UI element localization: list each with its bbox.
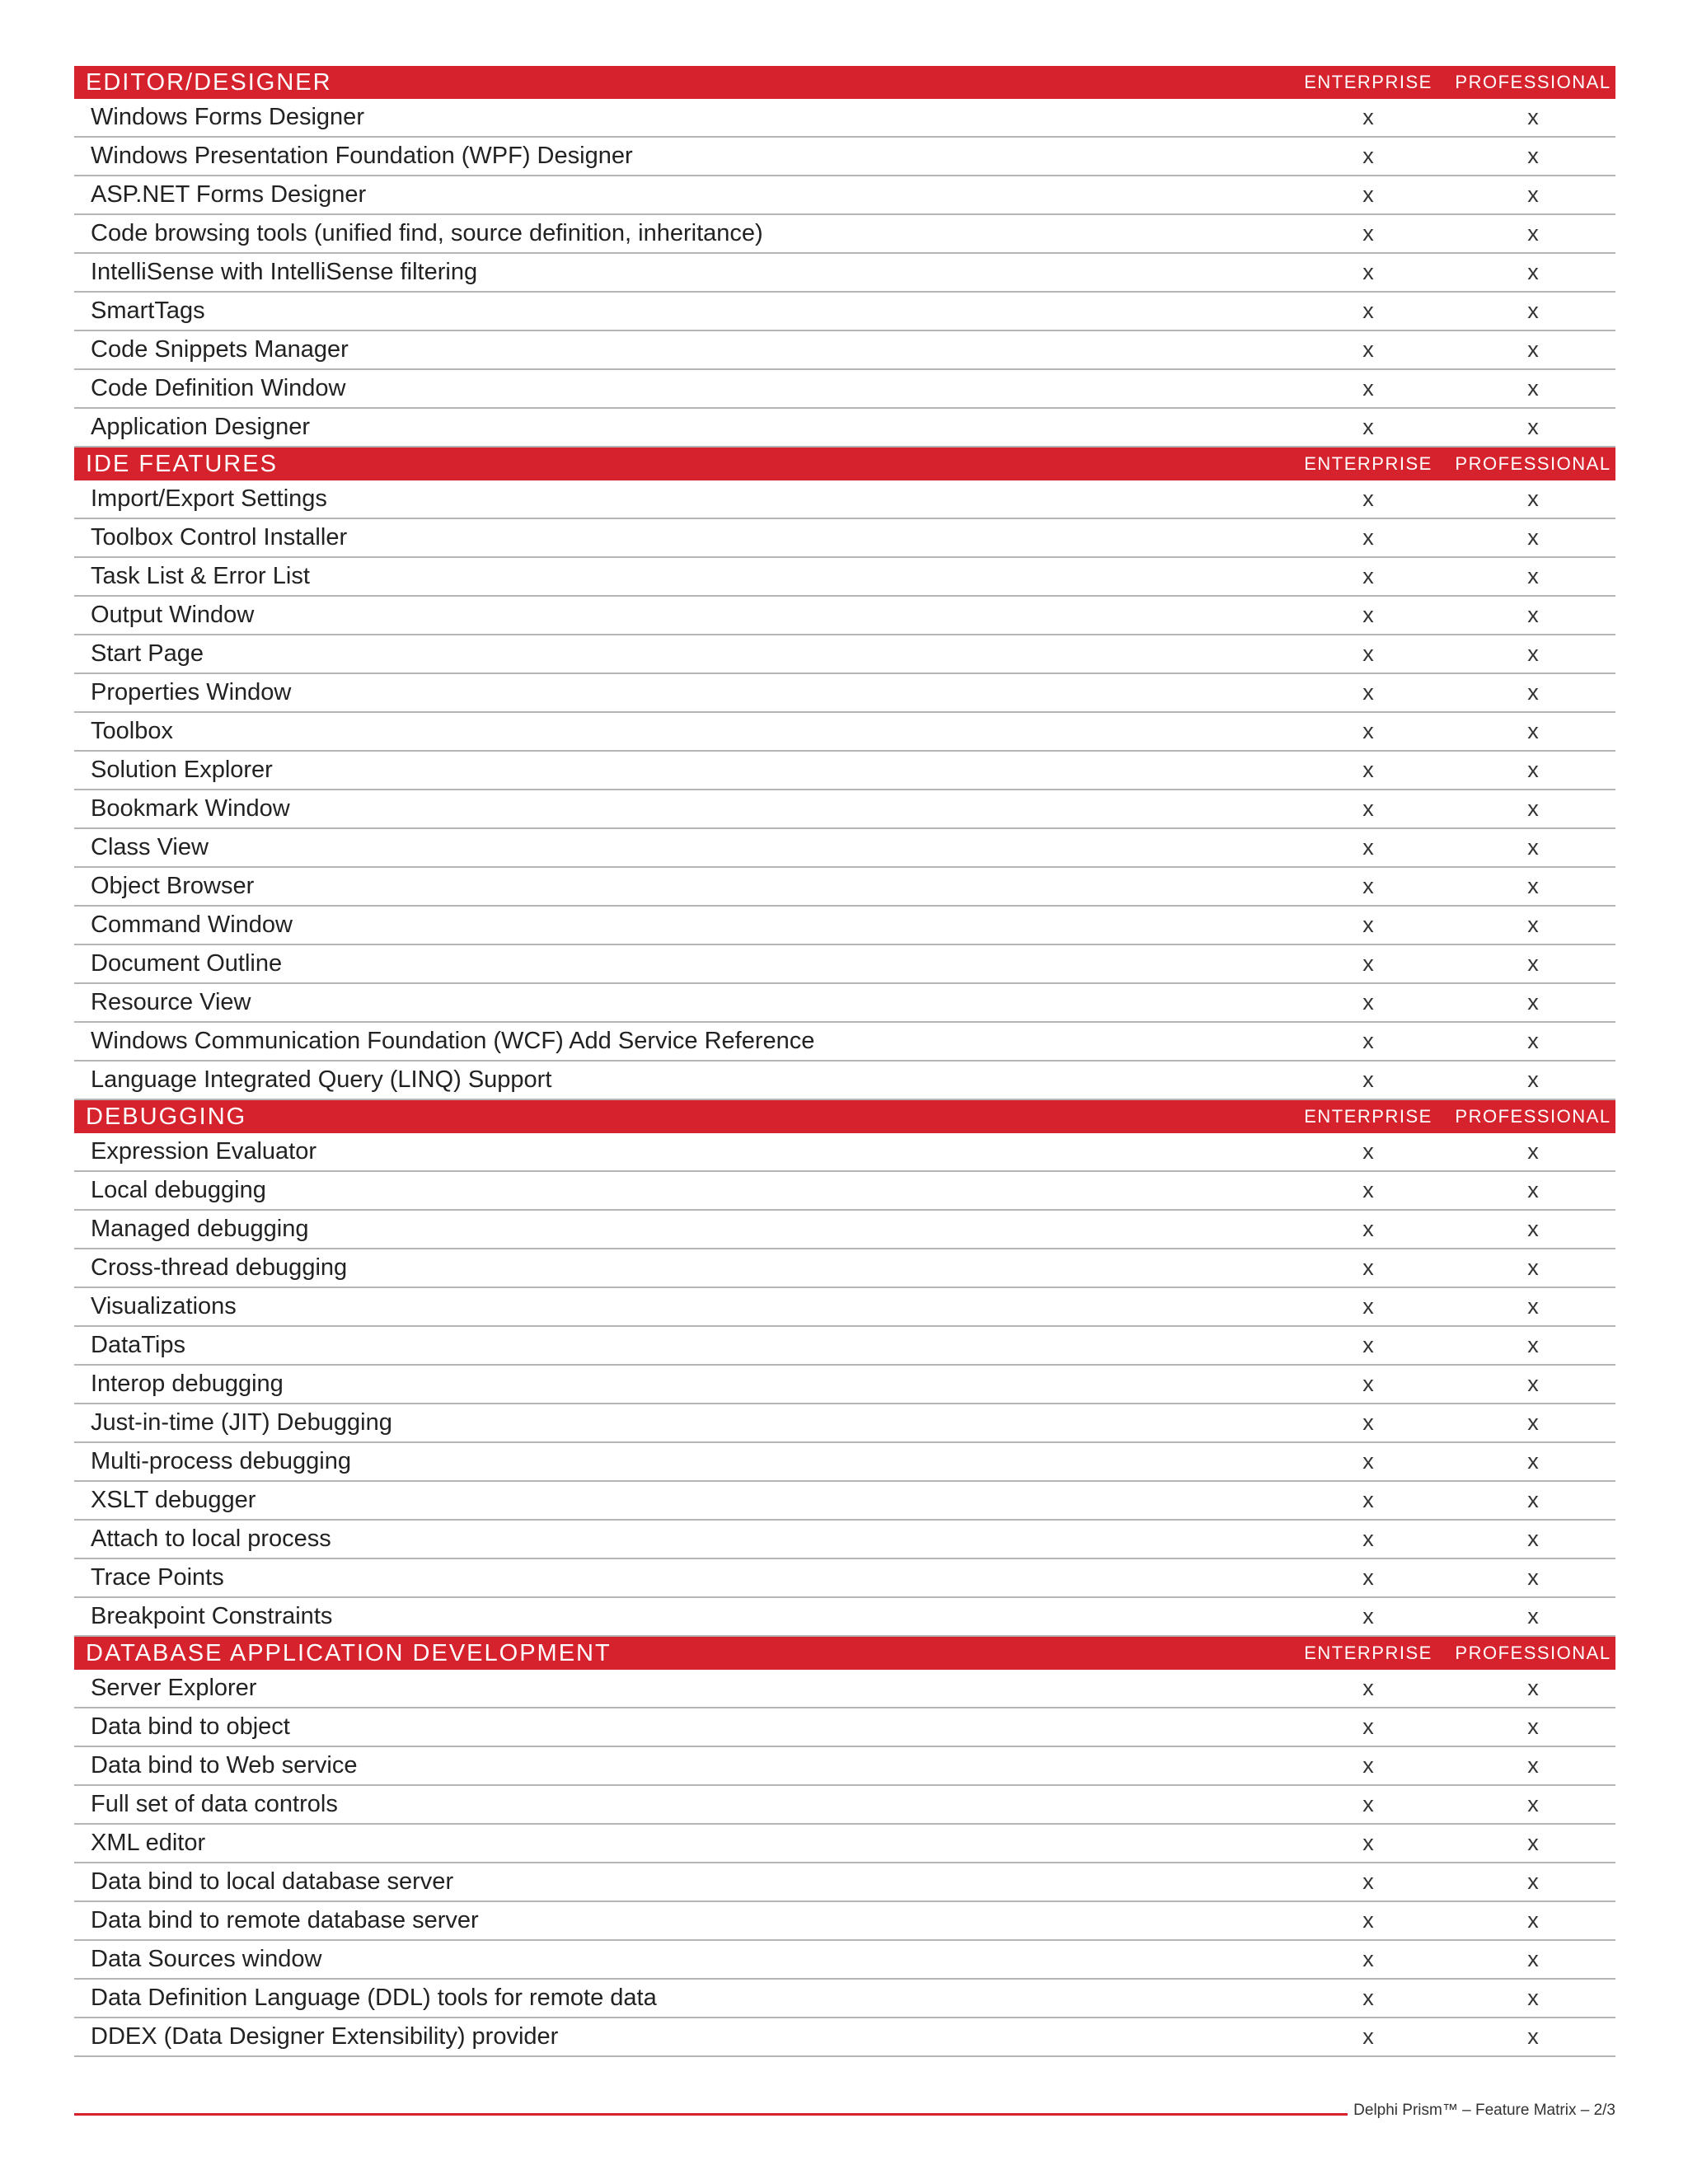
professional-mark: x xyxy=(1527,719,1539,743)
professional-mark: x xyxy=(1527,1178,1539,1202)
table-row xyxy=(74,1941,1615,1980)
column-header-enterprise: ENTERPRISE xyxy=(1304,1643,1432,1663)
professional-mark: x xyxy=(1527,1526,1539,1551)
table-row xyxy=(74,293,1615,331)
feature-name: Cross-thread debugging xyxy=(91,1254,348,1281)
feature-name: Document Outline xyxy=(91,950,283,977)
table-row xyxy=(74,1249,1615,1288)
professional-mark: x xyxy=(1527,260,1539,284)
professional-mark: x xyxy=(1527,298,1539,323)
professional-mark: x xyxy=(1527,1565,1539,1590)
professional-mark: x xyxy=(1527,757,1539,782)
feature-name: Object Browser xyxy=(91,873,255,899)
professional-mark: x xyxy=(1527,525,1539,550)
enterprise-mark: x xyxy=(1362,260,1374,284)
enterprise-mark: x xyxy=(1362,486,1374,511)
column-header-enterprise: ENTERPRISE xyxy=(1304,1106,1432,1127)
enterprise-mark: x xyxy=(1362,602,1374,627)
professional-mark: x xyxy=(1527,1714,1539,1739)
column-header-professional: PROFESSIONAL xyxy=(1455,1106,1611,1127)
enterprise-mark: x xyxy=(1362,105,1374,129)
table-row xyxy=(74,635,1615,674)
table-row xyxy=(74,1366,1615,1404)
table-row xyxy=(74,480,1615,519)
professional-mark: x xyxy=(1527,1947,1539,1971)
enterprise-mark: x xyxy=(1362,143,1374,168)
enterprise-mark: x xyxy=(1362,1255,1374,1280)
enterprise-mark: x xyxy=(1362,221,1374,246)
feature-matrix xyxy=(74,66,1615,2057)
table-row xyxy=(74,1902,1615,1941)
feature-name: Full set of data controls xyxy=(91,1791,338,1817)
professional-mark: x xyxy=(1527,1675,1539,1700)
feature-name: Code Definition Window xyxy=(91,375,346,401)
table-row xyxy=(74,1708,1615,1747)
table-row xyxy=(74,370,1615,409)
professional-mark: x xyxy=(1527,1985,1539,2010)
feature-name: Visualizations xyxy=(91,1293,237,1319)
enterprise-mark: x xyxy=(1362,1294,1374,1319)
feature-name: Windows Presentation Foundation (WPF) Designer xyxy=(91,143,633,169)
section-title: DATABASE APPLICATION DEVELOPMENT xyxy=(86,1639,612,1666)
feature-name: IntelliSense with IntelliSense filtering xyxy=(91,259,478,285)
enterprise-mark: x xyxy=(1362,1139,1374,1164)
enterprise-mark: x xyxy=(1362,951,1374,976)
feature-name: Server Explorer xyxy=(91,1675,257,1701)
enterprise-mark: x xyxy=(1362,182,1374,207)
professional-mark: x xyxy=(1527,337,1539,362)
enterprise-mark: x xyxy=(1362,719,1374,743)
table-row xyxy=(74,1786,1615,1825)
footer-text: Delphi Prism™ – Feature Matrix – 2/3 xyxy=(1353,2102,1615,2119)
enterprise-mark: x xyxy=(1362,1067,1374,1092)
feature-name: Output Window xyxy=(91,602,255,628)
feature-name: Local debugging xyxy=(91,1177,266,1203)
table-row xyxy=(74,1288,1615,1327)
professional-mark: x xyxy=(1527,602,1539,627)
feature-name: ASP.NET Forms Designer xyxy=(91,181,367,208)
table-row xyxy=(74,1443,1615,1482)
professional-mark: x xyxy=(1527,641,1539,666)
feature-name: XML editor xyxy=(91,1830,206,1856)
enterprise-mark: x xyxy=(1362,1371,1374,1396)
feature-name: Data bind to local database server xyxy=(91,1868,454,1895)
enterprise-mark: x xyxy=(1362,1178,1374,1202)
feature-name: Windows Forms Designer xyxy=(91,104,364,130)
professional-mark: x xyxy=(1527,1371,1539,1396)
feature-name: Data bind to Web service xyxy=(91,1752,358,1779)
enterprise-mark: x xyxy=(1362,1410,1374,1435)
feature-name: Breakpoint Constraints xyxy=(91,1603,333,1629)
table-row xyxy=(74,138,1615,176)
professional-mark: x xyxy=(1527,796,1539,821)
table-row xyxy=(74,2018,1615,2057)
section-header xyxy=(74,66,1615,99)
table-row xyxy=(74,1482,1615,1521)
professional-mark: x xyxy=(1527,990,1539,1015)
enterprise-mark: x xyxy=(1362,874,1374,898)
professional-mark: x xyxy=(1527,1869,1539,1894)
professional-mark: x xyxy=(1527,143,1539,168)
table-row xyxy=(74,215,1615,254)
feature-name: Data bind to object xyxy=(91,1713,290,1740)
enterprise-mark: x xyxy=(1362,1947,1374,1971)
enterprise-mark: x xyxy=(1362,1029,1374,1053)
column-header-professional: PROFESSIONAL xyxy=(1455,453,1611,474)
enterprise-mark: x xyxy=(1362,415,1374,439)
section-title: EDITOR/DESIGNER xyxy=(86,68,332,96)
feature-name: SmartTags xyxy=(91,298,205,324)
feature-name: Code Snippets Manager xyxy=(91,336,349,363)
professional-mark: x xyxy=(1527,1216,1539,1241)
table-row xyxy=(74,519,1615,558)
table-row xyxy=(74,254,1615,293)
professional-mark: x xyxy=(1527,1294,1539,1319)
table-row xyxy=(74,907,1615,945)
enterprise-mark: x xyxy=(1362,1604,1374,1629)
enterprise-mark: x xyxy=(1362,376,1374,401)
feature-name: Data Sources window xyxy=(91,1946,322,1972)
professional-mark: x xyxy=(1527,1908,1539,1933)
feature-section xyxy=(74,1637,1615,2057)
feature-name: Resource View xyxy=(91,989,251,1015)
professional-mark: x xyxy=(1527,2024,1539,2049)
enterprise-mark: x xyxy=(1362,1869,1374,1894)
table-row xyxy=(74,331,1615,370)
feature-name: Multi-process debugging xyxy=(91,1448,351,1474)
table-row xyxy=(74,1863,1615,1902)
professional-mark: x xyxy=(1527,1333,1539,1357)
enterprise-mark: x xyxy=(1362,796,1374,821)
feature-name: Import/Export Settings xyxy=(91,485,327,512)
professional-mark: x xyxy=(1527,1139,1539,1164)
enterprise-mark: x xyxy=(1362,990,1374,1015)
table-row xyxy=(74,1062,1615,1100)
footer-rule xyxy=(74,2113,1348,2116)
enterprise-mark: x xyxy=(1362,525,1374,550)
table-row xyxy=(74,99,1615,138)
enterprise-mark: x xyxy=(1362,1449,1374,1474)
table-row xyxy=(74,176,1615,215)
table-row xyxy=(74,790,1615,829)
feature-name: Bookmark Window xyxy=(91,795,290,822)
professional-mark: x xyxy=(1527,1029,1539,1053)
feature-name: Class View xyxy=(91,834,209,860)
section-title: IDE FEATURES xyxy=(86,450,278,477)
table-row xyxy=(74,597,1615,635)
feature-section xyxy=(74,66,1615,448)
feature-name: Expression Evaluator xyxy=(91,1138,317,1165)
feature-name: Managed debugging xyxy=(91,1216,309,1242)
table-row xyxy=(74,1327,1615,1366)
feature-name: Application Designer xyxy=(91,414,310,440)
professional-mark: x xyxy=(1527,951,1539,976)
professional-mark: x xyxy=(1527,221,1539,246)
feature-name: Just-in-time (JIT) Debugging xyxy=(91,1409,392,1436)
professional-mark: x xyxy=(1527,1255,1539,1280)
professional-mark: x xyxy=(1527,1488,1539,1512)
table-row xyxy=(74,1598,1615,1637)
feature-name: DataTips xyxy=(91,1332,185,1358)
table-row xyxy=(74,945,1615,984)
enterprise-mark: x xyxy=(1362,1565,1374,1590)
professional-mark: x xyxy=(1527,680,1539,705)
professional-mark: x xyxy=(1527,1753,1539,1778)
table-row xyxy=(74,752,1615,790)
section-header xyxy=(74,1637,1615,1670)
professional-mark: x xyxy=(1527,835,1539,860)
feature-name: Properties Window xyxy=(91,679,292,705)
enterprise-mark: x xyxy=(1362,680,1374,705)
table-row xyxy=(74,1211,1615,1249)
enterprise-mark: x xyxy=(1362,1714,1374,1739)
page-footer xyxy=(74,2102,1615,2126)
feature-name: Code browsing tools (unified find, source definition, inheritance) xyxy=(91,220,763,246)
professional-mark: x xyxy=(1527,376,1539,401)
column-header-professional: PROFESSIONAL xyxy=(1455,72,1611,92)
table-row xyxy=(74,1023,1615,1062)
professional-mark: x xyxy=(1527,1449,1539,1474)
enterprise-mark: x xyxy=(1362,835,1374,860)
feature-name: Windows Communication Foundation (WCF) Add Service Reference xyxy=(91,1028,815,1054)
table-row xyxy=(74,829,1615,868)
enterprise-mark: x xyxy=(1362,1216,1374,1241)
feature-name: DDEX (Data Designer Extensibility) provider xyxy=(91,2023,559,2050)
enterprise-mark: x xyxy=(1362,1675,1374,1700)
feature-name: Language Integrated Query (LINQ) Support xyxy=(91,1066,552,1093)
feature-name: Data Definition Language (DDL) tools for remote data xyxy=(91,1985,657,2011)
professional-mark: x xyxy=(1527,564,1539,588)
enterprise-mark: x xyxy=(1362,298,1374,323)
column-header-enterprise: ENTERPRISE xyxy=(1304,453,1432,474)
feature-name: Command Window xyxy=(91,912,293,938)
table-row xyxy=(74,1172,1615,1211)
feature-name: Solution Explorer xyxy=(91,757,273,783)
enterprise-mark: x xyxy=(1362,337,1374,362)
feature-name: Task List & Error List xyxy=(91,563,310,589)
table-row xyxy=(74,713,1615,752)
table-row xyxy=(74,984,1615,1023)
professional-mark: x xyxy=(1527,182,1539,207)
table-row xyxy=(74,1670,1615,1708)
enterprise-mark: x xyxy=(1362,564,1374,588)
professional-mark: x xyxy=(1527,1830,1539,1855)
table-row xyxy=(74,558,1615,597)
feature-section xyxy=(74,448,1615,1100)
feature-name: Start Page xyxy=(91,640,204,667)
professional-mark: x xyxy=(1527,1410,1539,1435)
table-row xyxy=(74,1404,1615,1443)
enterprise-mark: x xyxy=(1362,641,1374,666)
feature-name: XSLT debugger xyxy=(91,1487,256,1513)
enterprise-mark: x xyxy=(1362,1792,1374,1816)
enterprise-mark: x xyxy=(1362,757,1374,782)
table-row xyxy=(74,1747,1615,1786)
professional-mark: x xyxy=(1527,1604,1539,1629)
section-title: DEBUGGING xyxy=(86,1103,247,1130)
enterprise-mark: x xyxy=(1362,1526,1374,1551)
professional-mark: x xyxy=(1527,486,1539,511)
enterprise-mark: x xyxy=(1362,1753,1374,1778)
feature-section xyxy=(74,1100,1615,1637)
table-row xyxy=(74,674,1615,713)
professional-mark: x xyxy=(1527,415,1539,439)
enterprise-mark: x xyxy=(1362,912,1374,937)
professional-mark: x xyxy=(1527,912,1539,937)
professional-mark: x xyxy=(1527,1067,1539,1092)
enterprise-mark: x xyxy=(1362,1333,1374,1357)
professional-mark: x xyxy=(1527,874,1539,898)
table-row xyxy=(74,1521,1615,1559)
table-row xyxy=(74,1980,1615,2018)
section-header xyxy=(74,448,1615,480)
table-row xyxy=(74,409,1615,448)
column-header-enterprise: ENTERPRISE xyxy=(1304,72,1432,92)
column-header-professional: PROFESSIONAL xyxy=(1455,1643,1611,1663)
enterprise-mark: x xyxy=(1362,1985,1374,2010)
table-row xyxy=(74,1133,1615,1172)
table-row xyxy=(74,1559,1615,1598)
table-row xyxy=(74,1825,1615,1863)
feature-name: Data bind to remote database server xyxy=(91,1907,479,1933)
section-header xyxy=(74,1100,1615,1133)
feature-name: Attach to local process xyxy=(91,1526,331,1552)
enterprise-mark: x xyxy=(1362,1488,1374,1512)
feature-name: Interop debugging xyxy=(91,1371,284,1397)
enterprise-mark: x xyxy=(1362,1830,1374,1855)
feature-name: Toolbox xyxy=(91,718,173,744)
enterprise-mark: x xyxy=(1362,2024,1374,2049)
professional-mark: x xyxy=(1527,1792,1539,1816)
table-row xyxy=(74,868,1615,907)
feature-name: Trace Points xyxy=(91,1564,224,1591)
feature-name: Toolbox Control Installer xyxy=(91,524,348,551)
enterprise-mark: x xyxy=(1362,1908,1374,1933)
professional-mark: x xyxy=(1527,105,1539,129)
